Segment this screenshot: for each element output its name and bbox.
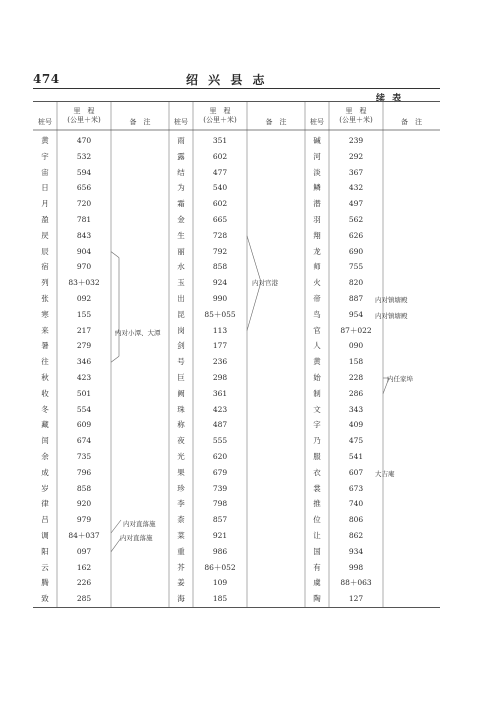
row-name: 衣 <box>313 467 321 477</box>
row-distance: 185 <box>212 594 228 604</box>
row-name: 河 <box>313 151 321 161</box>
row-name: 出 <box>177 294 185 303</box>
row-distance: 607 <box>348 467 364 477</box>
row-distance: 286 <box>348 388 364 398</box>
row-name: 姜 <box>177 578 185 588</box>
row-distance: 409 <box>348 420 364 430</box>
header-distance-col <box>193 107 247 125</box>
row-name: 律 <box>41 499 49 509</box>
row-name: 位 <box>313 515 321 525</box>
row-distance: 285 <box>76 594 92 604</box>
row-name: 黄 <box>313 357 321 367</box>
row-distance: 423 <box>76 373 92 382</box>
row-distance: 236 <box>212 357 228 367</box>
row-name: 阳 <box>41 546 49 556</box>
row-distance: 798 <box>212 499 228 509</box>
row-name: 盈 <box>41 215 49 224</box>
row-distance: 857 <box>212 515 228 525</box>
row-name: 结 <box>177 167 185 177</box>
row-distance: 113 <box>212 325 228 335</box>
row-name: 黄 <box>41 136 49 145</box>
row-name: 有 <box>313 562 321 572</box>
row-distance: 540 <box>212 183 228 193</box>
row-name: 致 <box>41 594 49 604</box>
row-name: 云 <box>41 562 49 572</box>
note-text: 内对官港 <box>252 279 278 287</box>
row-name: 鸟 <box>313 309 321 319</box>
row-name: 巨 <box>177 373 185 382</box>
row-name: 柰 <box>177 515 185 525</box>
row-distance: 739 <box>212 483 228 493</box>
row-name: 来 <box>41 325 49 335</box>
row-distance: 887 <box>348 294 364 303</box>
row-name: 霜 <box>177 199 185 209</box>
note-text: 内任家埠 <box>387 375 413 383</box>
row-distance: 602 <box>212 151 228 161</box>
row-distance: 673 <box>348 483 364 493</box>
row-distance: 626 <box>348 230 364 240</box>
row-name: 昆 <box>177 309 185 319</box>
row-name: 制 <box>313 388 321 398</box>
row-distance: 806 <box>348 515 364 525</box>
row-name: 藏 <box>41 420 49 430</box>
row-name: 水 <box>177 262 185 272</box>
row-name: 珍 <box>177 483 185 493</box>
milestone-table <box>33 101 440 608</box>
row-distance: 904 <box>76 246 92 256</box>
row-name: 虞 <box>313 578 321 588</box>
row-distance: 487 <box>212 420 228 430</box>
row-distance: 423 <box>212 404 228 414</box>
row-name: 剑 <box>177 341 185 351</box>
header-note-col: 备 注 <box>129 118 151 126</box>
row-distance: 87＋022 <box>340 325 372 335</box>
row-distance: 602 <box>212 199 228 209</box>
row-distance: 679 <box>212 467 228 477</box>
header-note-col: 备 注 <box>265 118 287 126</box>
book-title: 绍 兴 县 志 <box>186 73 268 87</box>
row-name: 鳞 <box>313 183 321 193</box>
row-name: 岁 <box>41 483 49 493</box>
row-name: 收 <box>41 388 49 398</box>
row-distance: 656 <box>76 183 92 193</box>
header-distance-col <box>57 107 111 125</box>
row-name: 雨 <box>177 136 185 145</box>
header-distance-line1: 里 程 <box>345 107 367 115</box>
row-name: 官 <box>313 325 321 335</box>
note-text: 内对小潭、大潭 <box>115 329 161 337</box>
row-name: 让 <box>313 531 321 540</box>
row-distance: 127 <box>348 594 364 604</box>
row-distance: 970 <box>76 262 92 272</box>
row-distance: 361 <box>212 388 228 398</box>
row-name: 月 <box>41 199 49 209</box>
row-name: 海 <box>177 594 185 604</box>
row-distance: 477 <box>212 167 228 177</box>
row-distance: 84＋037 <box>68 531 100 540</box>
row-distance: 720 <box>76 199 92 209</box>
row-distance: 109 <box>212 578 228 588</box>
row-distance: 239 <box>348 136 364 145</box>
row-distance: 432 <box>348 183 364 193</box>
header-distance-line1: 里 程 <box>73 107 95 115</box>
header-name-col: 桩号 <box>310 118 324 126</box>
row-distance: 092 <box>76 294 92 303</box>
row-distance: 665 <box>212 215 228 224</box>
header-distance-line2: (公里＋米) <box>339 116 373 124</box>
row-name: 成 <box>41 467 49 477</box>
header-distance-line2: (公里＋米) <box>203 116 237 124</box>
row-name: 重 <box>177 546 185 556</box>
row-distance: 858 <box>76 483 92 493</box>
row-name: 宇 <box>41 151 49 161</box>
row-name: 称 <box>177 420 185 430</box>
rule-line <box>111 520 121 533</box>
row-name: 推 <box>313 499 321 509</box>
row-distance: 620 <box>212 452 228 461</box>
row-distance: 998 <box>348 562 364 572</box>
row-name: 阙 <box>177 388 185 398</box>
row-name: 龙 <box>313 246 321 256</box>
row-name: 宙 <box>41 167 49 177</box>
row-distance: 155 <box>76 309 92 319</box>
row-distance: 226 <box>76 578 92 588</box>
row-distance: 979 <box>76 515 92 525</box>
row-name: 往 <box>41 357 49 367</box>
rule-line <box>247 282 261 331</box>
row-name: 寒 <box>41 309 49 319</box>
header-distance-line2: (公里＋米) <box>67 116 101 124</box>
row-distance: 986 <box>212 546 228 556</box>
row-distance: 343 <box>348 404 364 414</box>
row-name: 乃 <box>313 436 321 446</box>
rule-line <box>111 356 119 362</box>
note-text: 内对直落施 <box>120 534 153 542</box>
note-text: 大吉庵 <box>375 470 395 478</box>
row-distance: 346 <box>76 357 92 367</box>
row-distance: 921 <box>212 531 228 540</box>
row-distance: 792 <box>212 246 228 256</box>
row-distance: 228 <box>348 373 364 382</box>
row-distance: 594 <box>76 167 92 177</box>
row-name: 吕 <box>41 515 49 525</box>
row-distance: 954 <box>348 309 364 319</box>
row-distance: 367 <box>348 167 364 177</box>
rule-line <box>111 252 119 258</box>
note-text: 内对直落施 <box>123 520 156 528</box>
row-distance: 470 <box>76 136 92 145</box>
page-number: 474 <box>33 72 60 86</box>
row-name: 字 <box>313 420 321 430</box>
row-distance: 862 <box>348 531 364 540</box>
row-name: 金 <box>177 215 185 224</box>
row-name: 裳 <box>313 483 321 493</box>
row-distance: 858 <box>212 262 228 272</box>
header-name-col: 桩号 <box>38 118 52 126</box>
row-distance: 83＋032 <box>68 278 100 288</box>
header-rule <box>33 88 440 89</box>
row-distance: 475 <box>348 436 364 446</box>
row-distance: 609 <box>76 420 92 430</box>
row-name: 文 <box>313 404 321 414</box>
row-name: 暑 <box>41 341 49 351</box>
row-name: 余 <box>41 452 49 461</box>
row-distance: 090 <box>348 341 364 351</box>
header-distance-line1: 里 程 <box>209 107 231 115</box>
row-name: 腾 <box>41 578 49 588</box>
row-distance: 497 <box>348 199 364 209</box>
row-distance: 298 <box>212 373 228 382</box>
row-name: 玉 <box>177 278 185 288</box>
row-distance: 501 <box>76 388 92 398</box>
row-distance: 555 <box>212 436 228 446</box>
row-name: 李 <box>177 499 185 509</box>
row-name: 秋 <box>41 373 49 382</box>
row-name: 冬 <box>41 404 49 414</box>
row-name: 芥 <box>177 562 185 572</box>
row-distance: 158 <box>348 357 364 367</box>
row-name: 陶 <box>313 594 321 604</box>
row-name: 张 <box>41 294 49 303</box>
row-name: 调 <box>41 531 49 540</box>
row-name: 岗 <box>177 325 185 335</box>
row-name: 为 <box>177 183 185 193</box>
row-name: 火 <box>313 278 321 288</box>
rule-line <box>247 236 261 282</box>
row-name: 珠 <box>177 404 185 414</box>
continued-label: 续 表 <box>376 94 404 104</box>
header-note-col: 备 注 <box>401 118 422 126</box>
note-text: 内对镇塘殿 <box>375 312 408 320</box>
row-distance: 351 <box>212 136 228 145</box>
row-name: 昃 <box>41 230 49 240</box>
note-text: 内对镇塘殿 <box>375 296 408 304</box>
row-distance: 554 <box>76 404 92 414</box>
row-name: 光 <box>177 452 185 461</box>
row-distance: 690 <box>348 246 364 256</box>
row-name: 潜 <box>313 199 321 209</box>
row-name: 辰 <box>41 246 49 256</box>
row-name: 国 <box>313 546 321 556</box>
row-distance: 86＋052 <box>204 562 236 572</box>
row-distance: 541 <box>348 452 364 461</box>
row-distance: 85＋055 <box>204 309 236 319</box>
row-distance: 820 <box>348 278 364 288</box>
row-distance: 532 <box>76 151 92 161</box>
row-name: 生 <box>177 230 185 240</box>
row-distance: 292 <box>348 151 364 161</box>
row-distance: 990 <box>212 294 228 303</box>
row-distance: 920 <box>76 499 92 509</box>
row-name: 菜 <box>177 531 185 540</box>
row-name: 号 <box>177 357 185 367</box>
row-distance: 279 <box>76 341 92 351</box>
row-name: 日 <box>41 183 49 193</box>
row-name: 露 <box>177 151 185 161</box>
row-name: 夜 <box>177 436 185 446</box>
row-name: 宿 <box>41 262 49 272</box>
header-name-col: 桩号 <box>174 118 188 126</box>
row-name: 碱 <box>313 136 321 145</box>
row-distance: 843 <box>76 230 92 240</box>
row-distance: 781 <box>76 215 92 224</box>
row-name: 丽 <box>177 246 185 256</box>
row-distance: 728 <box>212 230 228 240</box>
row-name: 淡 <box>313 167 321 177</box>
row-name: 人 <box>313 341 321 351</box>
row-distance: 177 <box>212 341 228 351</box>
row-distance: 924 <box>212 278 228 288</box>
row-distance: 934 <box>348 546 364 556</box>
row-name: 果 <box>177 467 185 477</box>
row-distance: 735 <box>76 452 92 461</box>
row-name: 羽 <box>313 215 321 224</box>
row-distance: 097 <box>76 546 92 556</box>
header-distance-col <box>329 107 383 125</box>
row-name: 始 <box>313 373 321 382</box>
row-distance: 162 <box>76 562 92 572</box>
row-distance: 674 <box>76 436 92 446</box>
row-name: 翔 <box>313 230 321 240</box>
row-name: 列 <box>41 278 49 288</box>
row-name: 服 <box>313 452 321 461</box>
row-distance: 740 <box>348 499 364 509</box>
row-name: 闰 <box>41 436 49 446</box>
row-distance: 755 <box>348 262 364 272</box>
row-name: 帝 <box>313 294 321 303</box>
row-distance: 562 <box>348 215 364 224</box>
row-name: 师 <box>313 262 321 272</box>
row-distance: 217 <box>76 325 92 335</box>
row-distance: 796 <box>76 467 92 477</box>
row-distance: 88＋063 <box>340 578 372 588</box>
